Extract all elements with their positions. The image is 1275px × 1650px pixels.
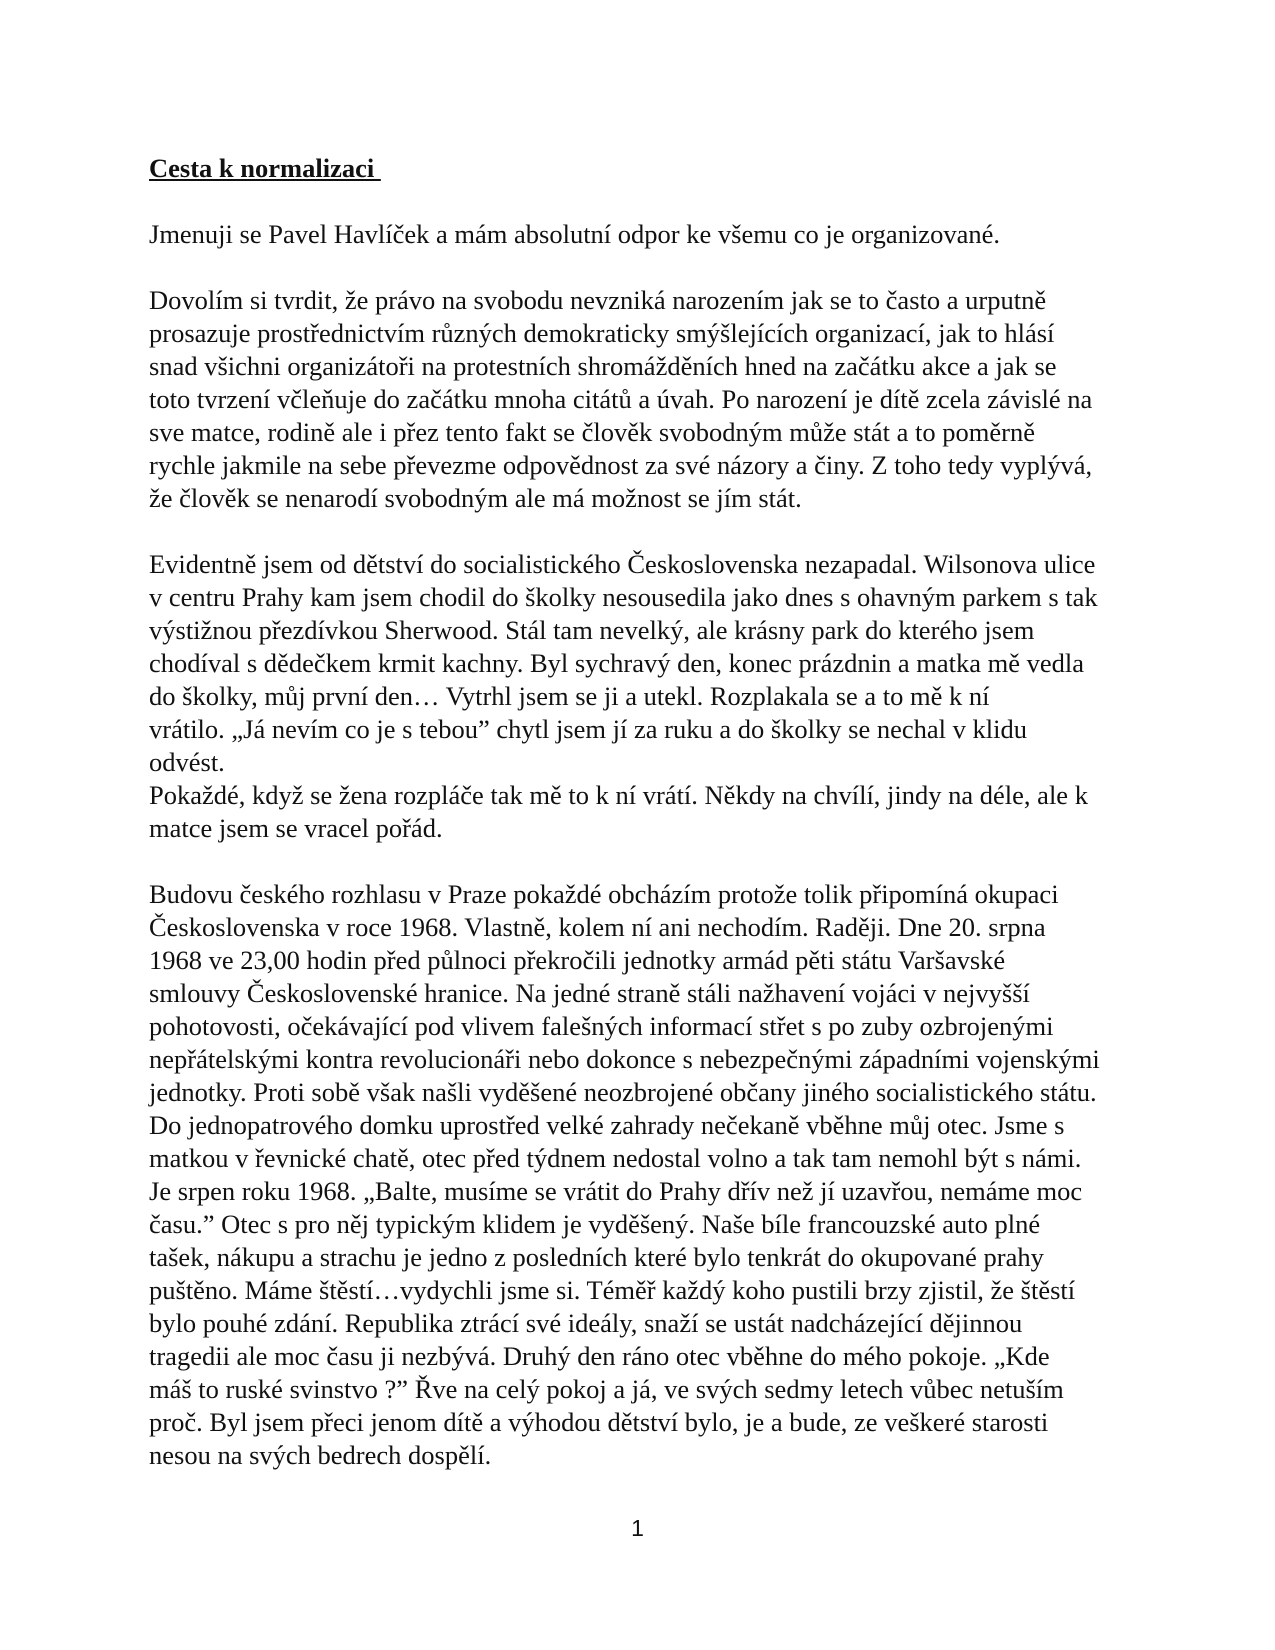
text-line: matkou v řevnické chatě, otec před týdnem nedostal volno a tak tam nemohl být s námi. [149,1143,1082,1173]
text-line: prosazuje prostřednictvím různých demokraticky smýšlejících organizací, jak to hlásí [149,318,1055,348]
text-line: v centru Prahy kam jsem chodil do školky nesousedila jako dnes s ohavným parkem s tak [149,582,1098,612]
paragraph-occupation [149,878,1129,1472]
text-line: pohotovosti, očekávající pod vlivem falešných informací střet s po zuby ozbrojenými [149,1011,1054,1041]
text-line: Budovu českého rozhlasu v Praze pokaždé obcházím protože tolik připomíná okupaci [149,879,1059,909]
text-line: nepřátelskými kontra revolucionáři nebo dokonce s nebezpečnými západními vojenskými [149,1044,1100,1074]
text-line: proč. Byl jsem přeci jenom dítě a výhodou dětství bylo, je a bude, ze veškeré starosti [149,1407,1049,1437]
document-body [149,152,1129,1505]
paragraph-freedom [149,284,1129,515]
text-line: chodíval s dědečkem krmit kachny. Byl sychravý den, konec prázdnin a matka mě vedla [149,648,1085,678]
document-title: Cesta k normalizaci [149,153,381,183]
text-line: rychle jakmile na sebe převezme odpovědnost za své názory a činy. Z toho tedy vyplývá, [149,450,1093,480]
text-line: vrátilo. „Já nevím co je s tebou” chytl jsem jí za ruku a do školky se nechal v klidu [149,714,1027,744]
text-line: tašek, nákupu a strachu je jedno z posledních které bylo tenkrát do okupované prahy [149,1242,1044,1272]
text-line: Je srpen roku 1968. „Balte, musíme se vrátit do Prahy dřív než jí uzavřou, nemáme moc [149,1176,1083,1206]
text-line: 1968 ve 23,00 hodin před půlnoci překročili jednotky armád pěti státu Varšavské [149,945,1006,975]
text-line: jednotky. Proti sobě však našli vyděšené neozbrojené občany jiného socialistického státu. [149,1077,1097,1107]
text-line: puštěno. Máme štěstí…vydychli jsme si. Téměř každý koho pustili brzy zjistil, že štěstí [149,1275,1076,1305]
paragraph-childhood [149,548,1129,779]
text-line: výstižnou přezdívkou Sherwood. Stál tam nevelký, ale krásny park do kterého jsem [149,615,1035,645]
text-line: Do jednopatrového domku uprostřed velké zahrady nečekaně vběhne můj otec. Jsme s [149,1110,1065,1140]
paragraph-intro [149,218,1129,251]
text-line: Pokaždé, když se žena rozpláče tak mě to k ní vrátí. Někdy na chvílí, jindy na déle, ale k [149,780,1088,810]
text-line: Jmenuji se Pavel Havlíček a mám absolutní odpor ke všemu co je organizované. [149,219,1000,249]
text-line: tragedii ale moc času ji nezbývá. Druhý den ráno otec vběhne do mého pokoje. „Kde [149,1341,1050,1371]
text-line: do školky, můj první den… Vytrhl jsem se ji a utekl. Rozplakala se a to mě k ní [149,681,990,711]
page-number: 1 [631,1515,644,1541]
text-line: snad všichni organizátoři na protestních shromážděních hned na začátku akce a jak se [149,351,1057,381]
text-line: času.” Otec s pro něj typickým klidem je vyděšený. Naše bíle francouzské auto plné [149,1209,1041,1239]
text-line: bylo pouhé zdání. Republika ztrácí své ideály, snaží se ustát nadcházející dějinnou [149,1308,1023,1338]
text-line: sve matce, rodině ale i přez tento fakt se člověk svobodným může stát a to poměrně [149,417,1035,447]
text-line: Evidentně jsem od dětství do socialistického Československa nezapadal. Wilsonova ulice [149,549,1096,579]
text-line: nesou na svých bedrech dospělí. [149,1440,492,1470]
text-line: smlouvy Československé hranice. Na jedné straně stáli nažhavení vojáci v nejvyšší [149,978,1030,1008]
text-line: Československa v roce 1968. Vlastně, kolem ní ani nechodím. Raději. Dne 20. srpna [149,912,1046,942]
text-line: toto tvrzení včleňuje do začátku mnoha citátů a úvah. Po narození je dítě zcela závislé na [149,384,1093,414]
text-line: Dovolím si tvrdit, že právo na svobodu nevzniká narozením jak se to často a urputně [149,285,1047,315]
text-line: máš to ruské svinstvo ?” Řve na celý pokoj a já, ve svých sedmy letech vůbec netuším [149,1374,1064,1404]
paragraph-return [149,779,1129,845]
text-line: že člověk se nenarodí svobodným ale má možnost se jím stát. [149,483,802,513]
text-line: matce jsem se vracel pořád. [149,813,443,843]
text-line: odvést. [149,747,225,777]
